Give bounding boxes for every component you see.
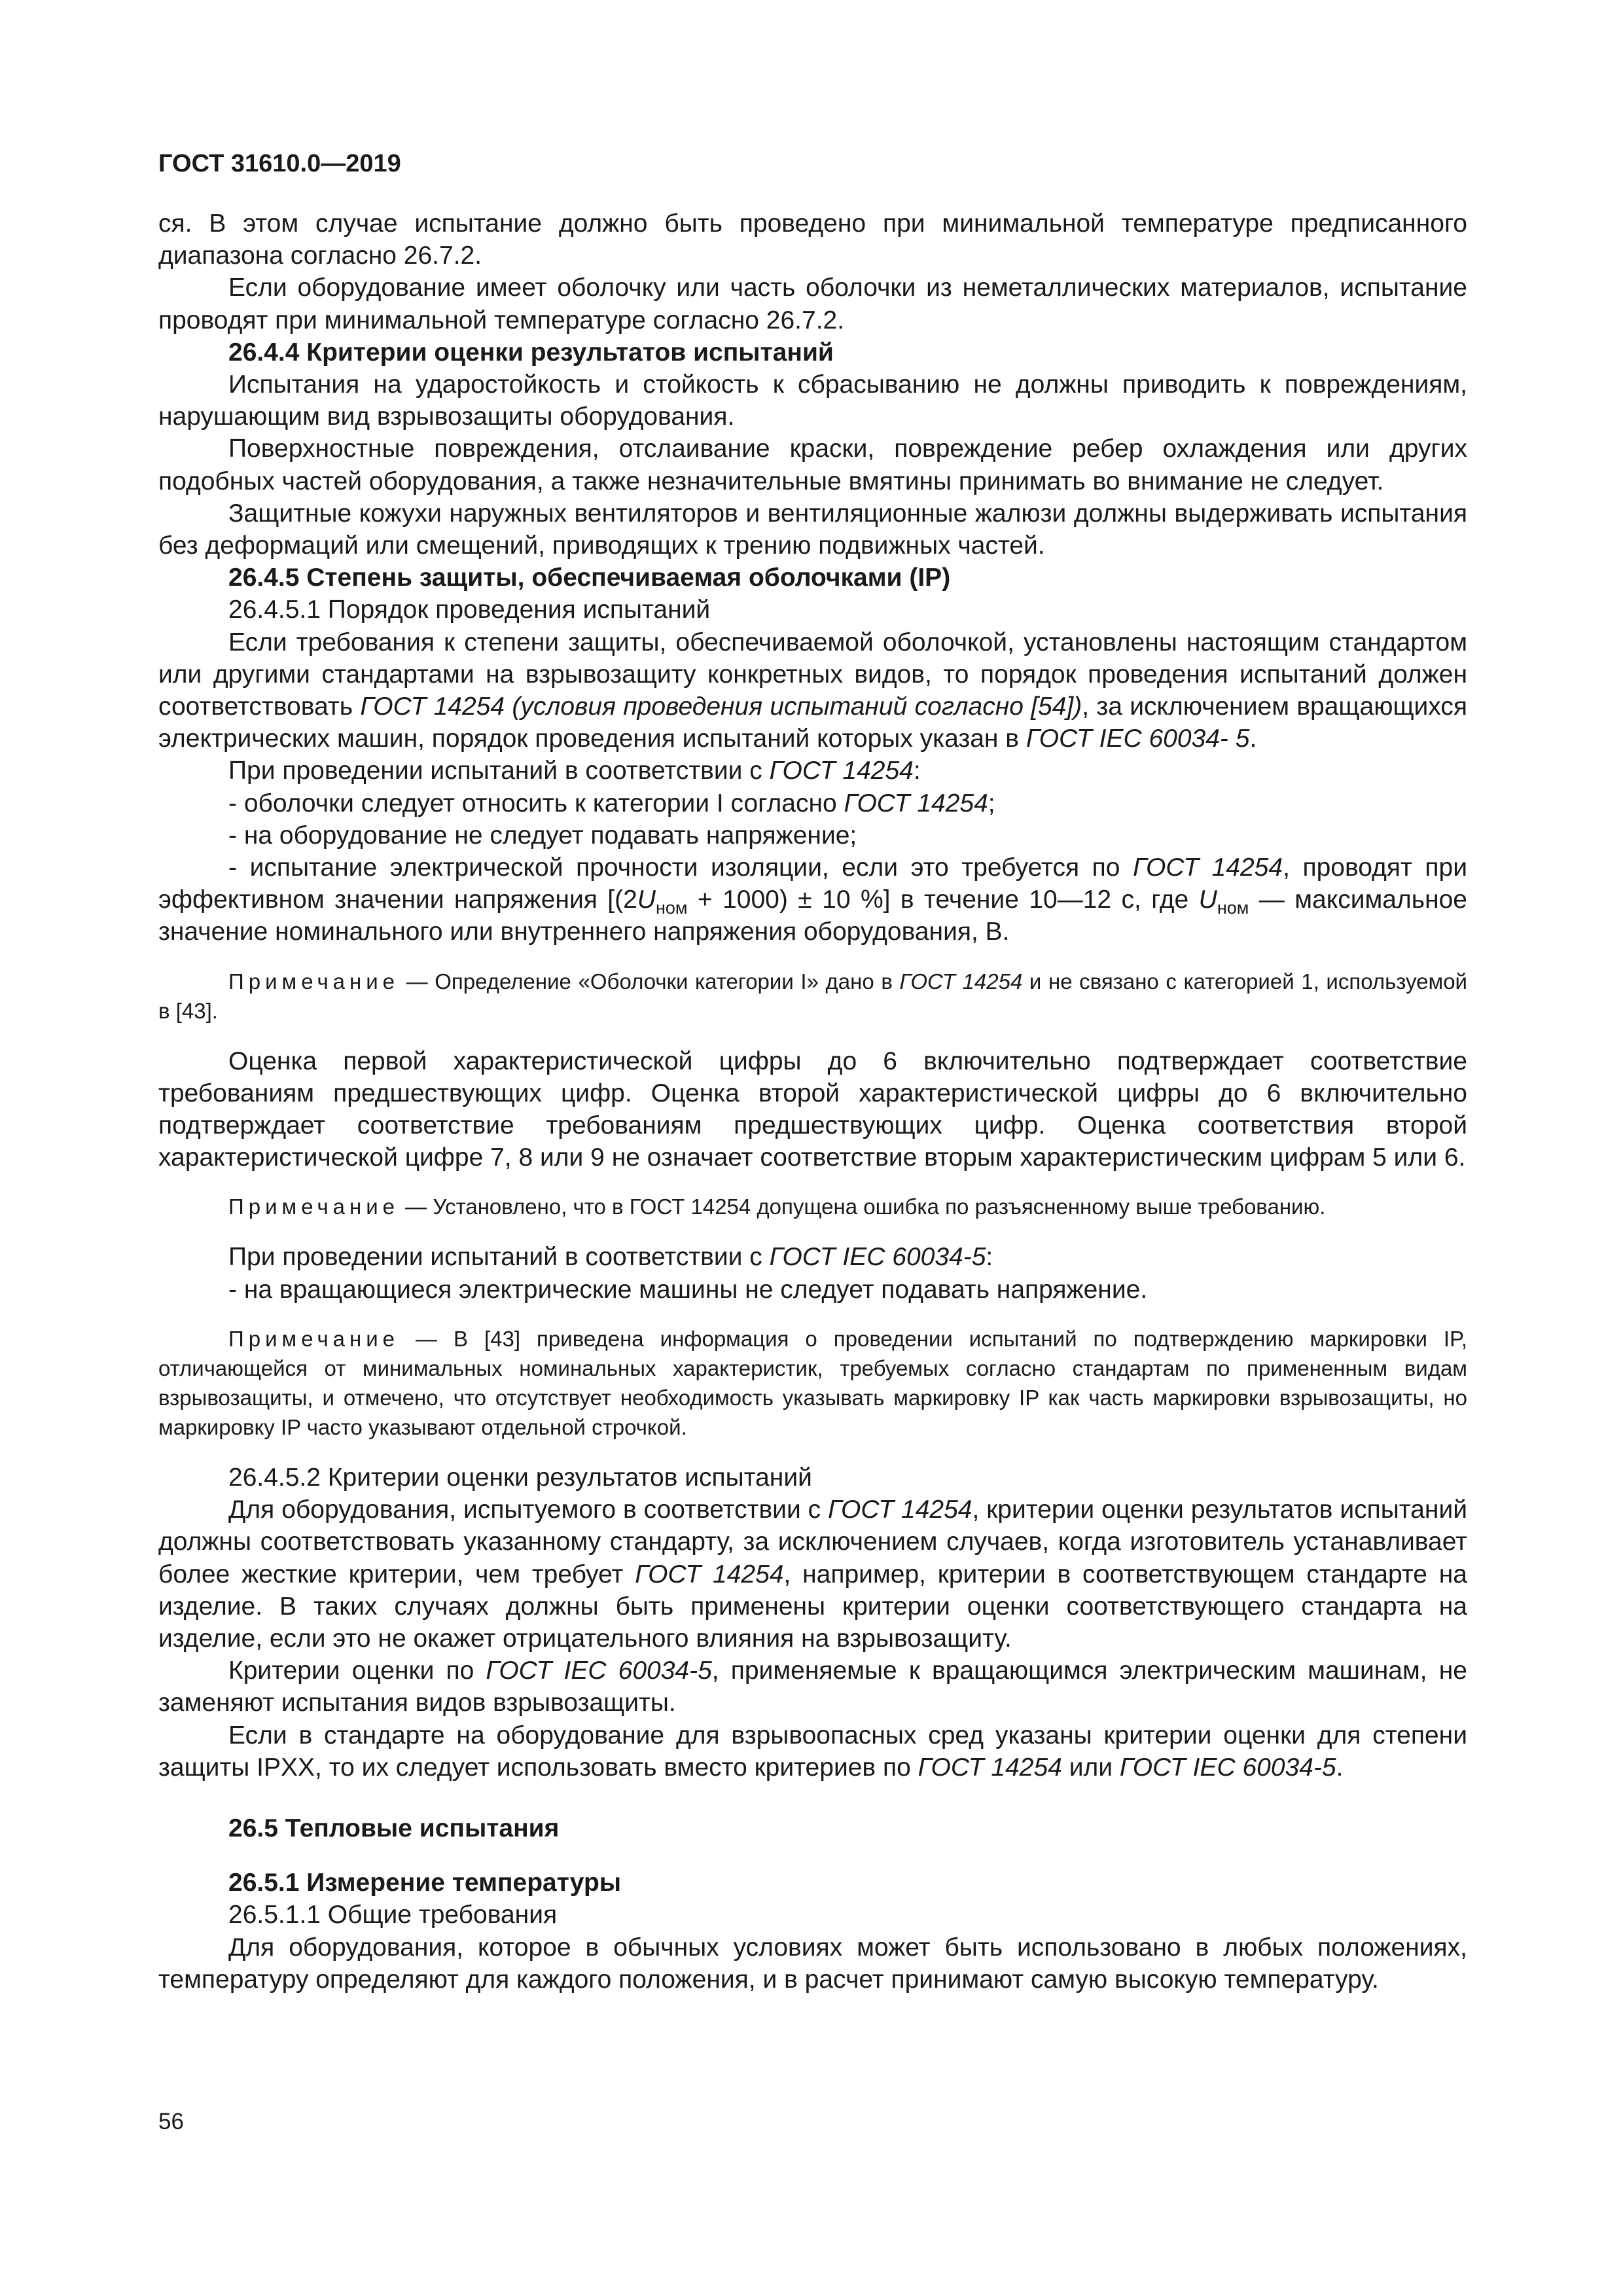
standard-reference: ГОСТ 14254 (1133, 853, 1283, 882)
paragraph: При проведении испытаний в соответствии с ГОСТ 14254: (228, 757, 921, 785)
standard-reference: ГОСТ 14254 (899, 969, 1023, 994)
paragraph: ся. В этом случае испытание должно быть проведено при минимальной температуре предписанного диапазона согласно 26.7.2. (158, 209, 1467, 270)
paragraph: Защитные кожухи наружных вентиляторов и вентиляционные жалюзи должны выдерживать испытания без деформаций или смещений, приводящих к трению подвижных частей. (158, 499, 1467, 560)
paragraph: Если в стандарте на оборудование для взрывоопасных сред указаны критерии оценки для степени защиты IPXX, то их следует использовать вместо критериев по ГОСТ 14254 или ГОСТ IEC 60034-5. (158, 1721, 1467, 1782)
standard-reference: ГОСТ 14254 (844, 789, 988, 817)
document-page (158, 147, 1467, 1996)
note: Примечание — В [43] приведена информация о проведении испытаний по подтверждению маркировки IP, отличающейся от минимальных номинальных характеристик, требуемых согласно стандартам по примененным видам взрывозащиты, и отмечено, что отсутствует необходимость указывать маркировку IP как часть маркировки взрывозащиты, но маркировку IP часто указывают отдельной строчкой. (158, 1326, 1467, 1439)
page-number: 56 (158, 2109, 184, 2134)
list-item: - испытание электрической прочности изоляции, если это требуется по ГОСТ 14254, проводят при эффективном значении напряжения [$(2U_{ном} + 1000) \pm 10$ %] в течение 10—12 с, где $U_{ном}$ — максимальное значение номинального или внутреннего напряжения оборудования, В. (158, 853, 1467, 946)
section-heading-26-5: 26.5 Тепловые испытания (228, 1814, 560, 1842)
section-heading-26-4-4: 26.4.4 Критерии оценки результатов испытаний (228, 338, 834, 367)
note-label: Примечание (228, 1326, 400, 1351)
paragraph: Поверхностные повреждения, отслаивание краски, повреждение ребер охлаждения или других подобных частей оборудования, а также незначительные вмятины принимать во внимание не следует. (158, 435, 1467, 495)
section-heading-26-4-5: 26.4.5 Степень защиты, обеспечиваемая оболочками (IP) (228, 564, 951, 592)
paragraph: При проведении испытаний в соответствии с ГОСТ IEC 60034-5: (228, 1243, 993, 1272)
standard-reference: ГОСТ IEC 60034- 5 (1026, 725, 1250, 753)
subsection-heading-26-4-5-1: 26.4.5.1 Порядок проведения испытаний (228, 596, 711, 624)
paragraph: Оценка первой характеристической цифры до 6 включительно подтверждает соответствие требованиям предшествующих цифр. Оценка второй характеристической цифры до 6 включительно подтверждает соответствие требованиям предшествующих цифр. Оценка соответствия второй характеристической цифре 7, 8 или 9 не означает соответствие вторым характеристическим цифрам 5 или 6. (158, 1047, 1467, 1172)
standard-reference: ГОСТ 14254 (769, 757, 914, 785)
section-heading-26-5-1: 26.5.1 Измерение температуры (228, 1869, 622, 1897)
standard-reference: ГОСТ IEC 60034-5 (486, 1657, 712, 1685)
note: Примечание — Определение «Оболочки категории I» дано в ГОСТ 14254 и не связано с категорией 1, используемой в [43]. (158, 969, 1467, 1023)
list-item: - оболочки следует относить к категории I согласно ГОСТ 14254; (228, 789, 995, 817)
paragraph: Если оборудование имеет оболочку или часть оболочки из неметаллических материалов, испытание проводят при минимальной температуре согласно 26.7.2. (158, 274, 1467, 334)
list-item: - на оборудование не следует подавать напряжение; (228, 821, 857, 850)
standard-reference: ГОСТ IEC 60034-5 (769, 1243, 986, 1272)
paragraph: Критерии оценки по ГОСТ IEC 60034-5, применяемые к вращающимся электрическим машинам, не заменяют испытания видов взрывозащиты. (158, 1657, 1467, 1717)
paragraph: Для оборудования, испытуемого в соответствии с ГОСТ 14254, критерии оценки результатов испытаний должны соответствовать указанному стандарту, за исключением случаев, когда изготовитель устанавливает более жесткие критерии, чем требует ГОСТ 14254, например, критерии в соответствующем стандарте на изделие. В таких случаях должны быть применены критерии оценки соответствующего стандарта на изделие, если это не окажет отрицательного влияния на взрывозащиту. (158, 1496, 1468, 1653)
subsection-heading-26-5-1-1: 26.5.1.1 Общие требования (228, 1901, 558, 1929)
note-label: Примечание (228, 969, 400, 994)
paragraph: Испытания на ударостойкость и стойкость к сбрасыванию не должны приводить к повреждениям, нарушающим вид взрывозащиты оборудования. (158, 370, 1467, 431)
note: Примечание — Установлено, что в ГОСТ 14254 допущена ошибка по разъясненному выше требованию. (228, 1194, 1326, 1219)
standard-reference: ГОСТ 14254 (условия проведения испытаний согласно [54]) (360, 692, 1082, 721)
standard-reference: ГОСТ 14254 (918, 1753, 1062, 1782)
standard-reference: ГОСТ 14254 (828, 1496, 972, 1524)
standard-reference: ГОСТ 14254 (635, 1560, 784, 1588)
list-item: - на вращающиеся электрические машины не следует подавать напряжение. (228, 1275, 1148, 1304)
paragraph: Если требования к степени защиты, обеспечиваемой оболочкой, установлены настоящим стандартом или другими стандартами на взрывозащиту конкретных видов, то порядок проведения испытаний должен соответствовать ГОСТ 14254 (условия проведения испытаний согласно [54]), за исключением вращающихся электрических машин, порядок проведения испытаний которых указан в ГОСТ IEC 60034- 5. (158, 628, 1467, 753)
standard-reference: ГОСТ IEC 60034-5 (1119, 1753, 1336, 1782)
note-label: Примечание (228, 1194, 400, 1219)
paragraph: Для оборудования, которое в обычных условиях может быть использовано в любых положениях, температуру определяют для каждого положения, и в расчет принимают самую высокую температуру. (158, 1933, 1467, 1994)
document-header: ГОСТ 31610.0—2019 (158, 150, 401, 177)
subsection-heading-26-4-5-2: 26.4.5.2 Критерии оценки результатов испытаний (228, 1463, 812, 1492)
